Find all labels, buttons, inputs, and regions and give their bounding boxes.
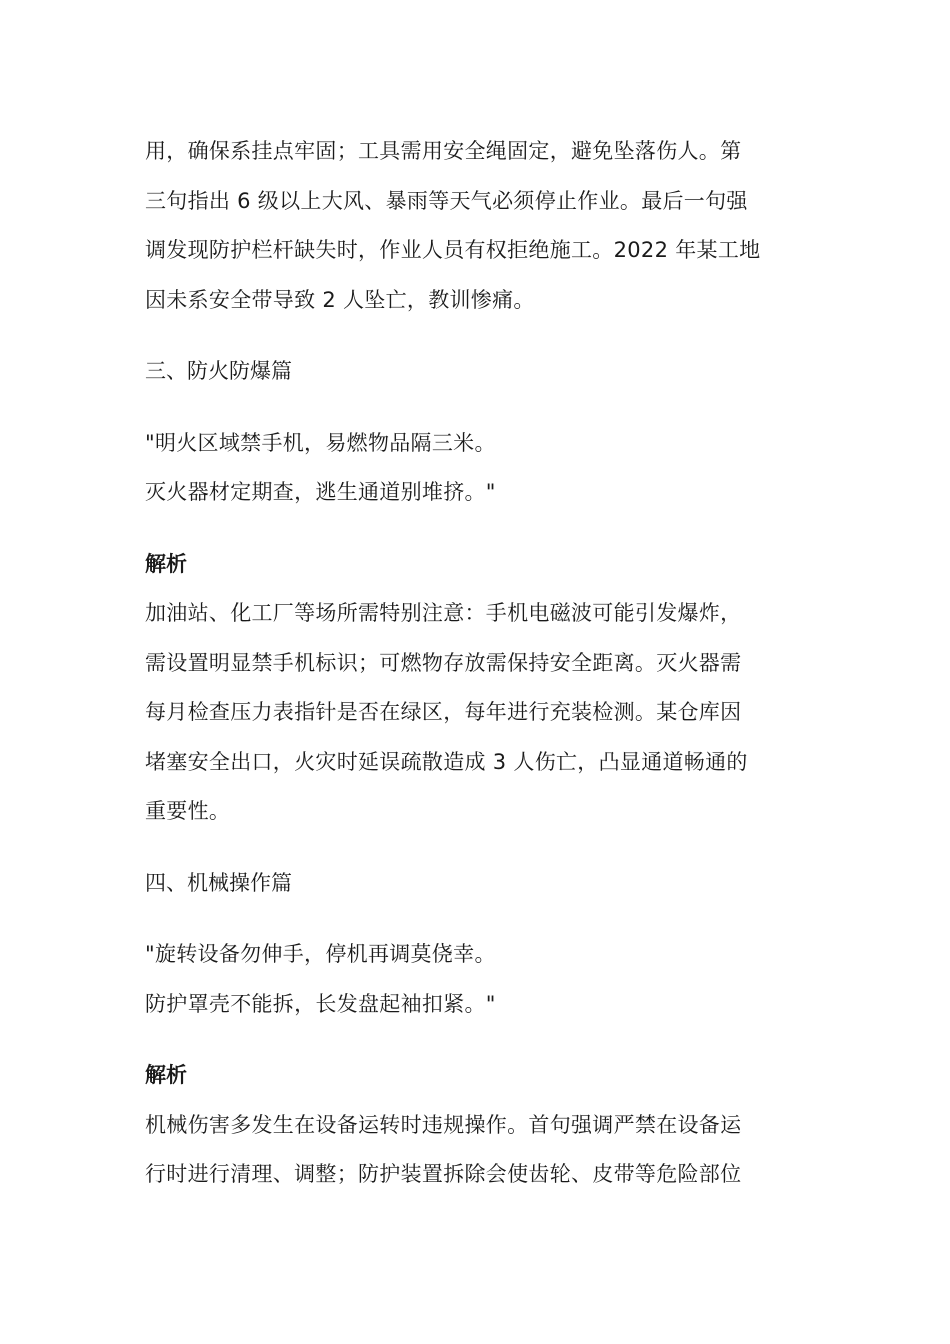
text-line: 三句指出 6 级以上大风、暴雨等天气必须停止作业。最后一句强	[145, 188, 748, 213]
text-line: 因未系安全带导致 2 人坠亡，教训惨痛。	[145, 287, 535, 312]
analysis-label-fire: 解析	[145, 551, 187, 576]
section-heading-fire: 三、防火防爆篇	[145, 359, 292, 383]
text-line: 需设置明显禁手机标识；可燃物存放需保持安全距离。灭火器需	[145, 650, 742, 675]
text-line: 调发现防护栏杆缺失时，作业人员有权拒绝施工。2022 年某工地	[145, 238, 761, 262]
document-page	[145, 127, 810, 1200]
verse-machinery	[145, 930, 810, 1029]
analysis-label-machinery: 解析	[145, 1063, 187, 1087]
analysis-machinery	[145, 1101, 810, 1200]
section-heading-machinery: 四、机械操作篇	[145, 870, 292, 895]
text-line: 每月检查压力表指针是否在绿区，每年进行充装检测。某仓库因	[145, 700, 742, 724]
verse-line: "旋转设备勿伸手，停机再调莫侥幸。	[145, 942, 496, 966]
verse-line: 防护罩壳不能拆，长发盘起袖扣紧。"	[145, 991, 496, 1016]
text-line: 用，确保系挂点牢固；工具需用安全绳固定，避免坠落伤人。第	[145, 139, 742, 163]
verse-line: "明火区域禁手机，易燃物品隔三米。	[145, 430, 496, 455]
text-line: 重要性。	[145, 799, 231, 823]
text-line: 行时进行清理、调整；防护装置拆除会使齿轮、皮带等危险部位	[145, 1162, 742, 1186]
analysis-fire	[145, 589, 810, 837]
text-line: 机械伤害多发生在设备运转时违规操作。首句强调严禁在设备运	[145, 1112, 742, 1137]
text-line: 加油站、化工厂等场所需特别注意：手机电磁波可能引发爆炸，	[145, 601, 742, 625]
verse-fire	[145, 419, 810, 518]
text-line: 堵塞安全出口，火灾时延误疏散造成 3 人伤亡，凸显通道畅通的	[145, 749, 748, 774]
verse-line: 灭火器材定期查，逃生通道别堆挤。"	[145, 480, 496, 504]
paragraph-high-altitude-analysis-continued	[145, 127, 810, 325]
